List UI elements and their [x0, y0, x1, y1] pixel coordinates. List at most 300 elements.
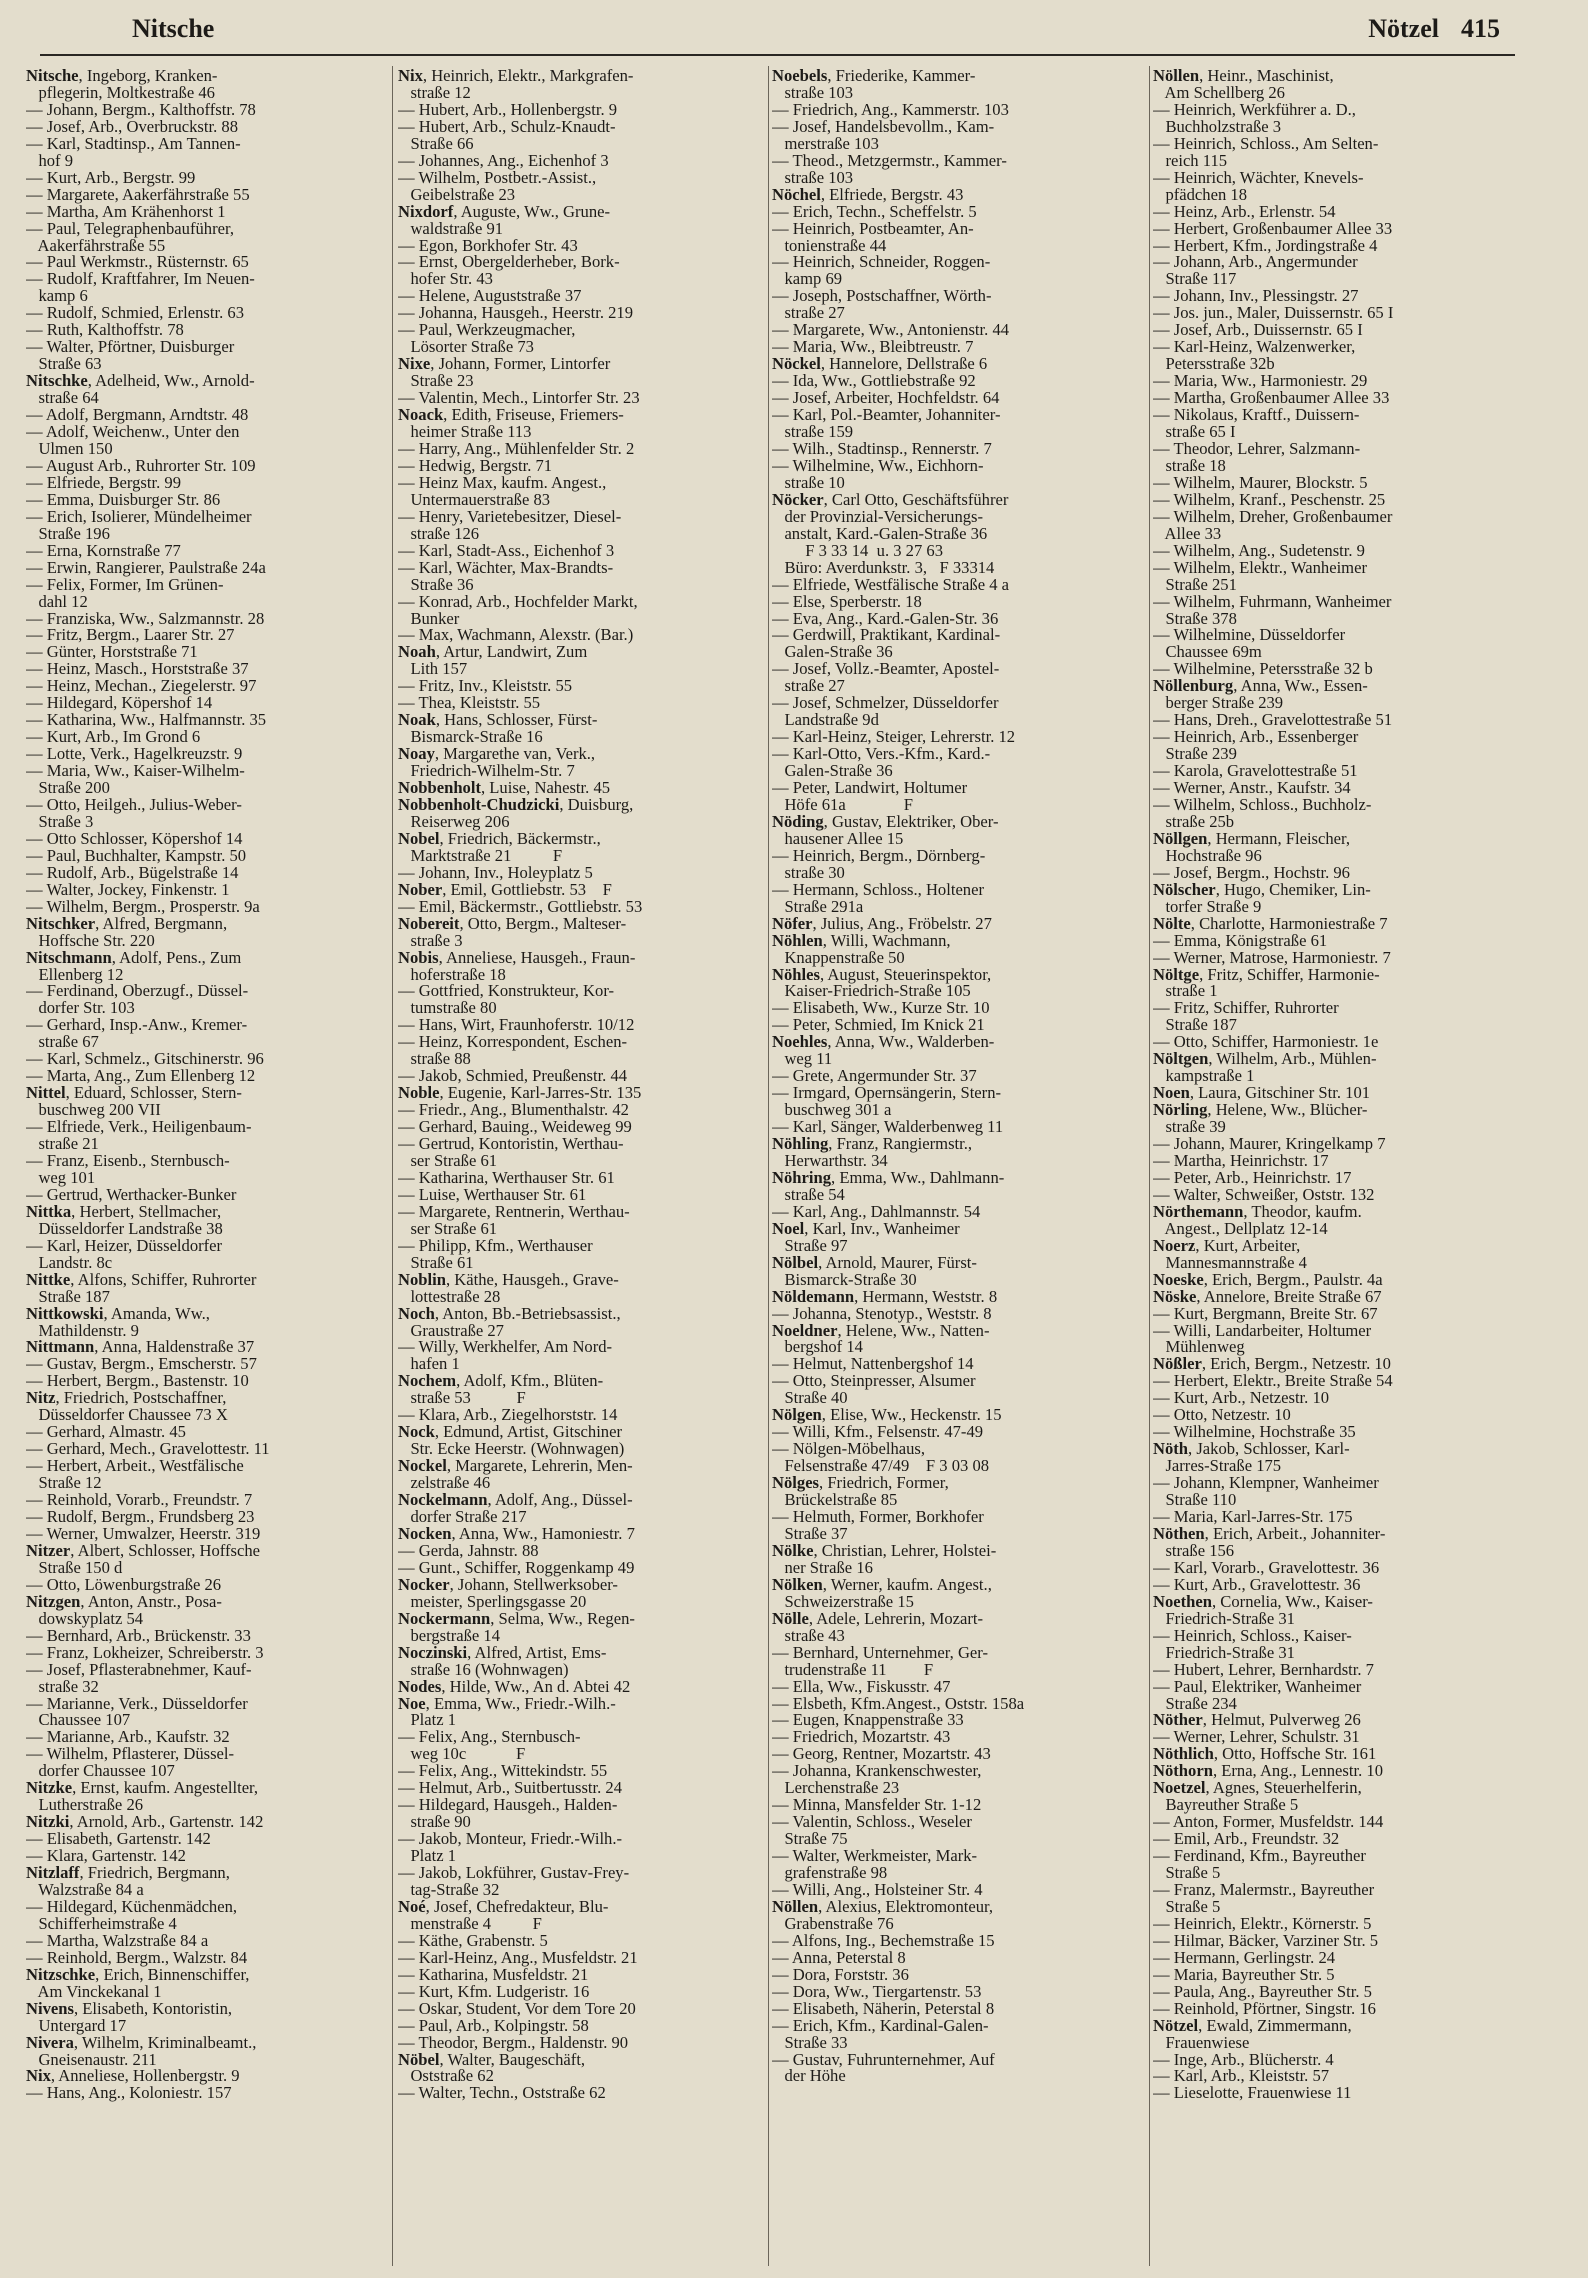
directory-line: straße 64 — [26, 388, 99, 408]
directory-line: Schifferheimstraße 4 — [26, 1913, 177, 1933]
directory-line: — Heinrich, Postbeamter, An- — [772, 218, 974, 238]
directory-line: Nöfer, Julius, Ang., Fröbelstr. 27 — [772, 913, 992, 933]
directory-line: — Heinrich, Schneider, Roggen- — [772, 252, 991, 272]
directory-line: — Gerhard, Insp.-Anw., Kremer- — [26, 1015, 248, 1035]
directory-line: dorfer Chaussee 107 — [26, 1761, 175, 1781]
directory-line: — Hubert, Lehrer, Bernhardstr. 7 — [1153, 1659, 1374, 1679]
directory-line: F 3 33 14 u. 3 27 63 — [772, 540, 944, 560]
directory-line: — Elisabeth, Ww., Kurze Str. 10 — [772, 998, 990, 1018]
directory-line: — Martha, Am Krähenhorst 1 — [26, 201, 226, 221]
directory-line: Nöckel, Hannelore, Dellstraße 6 — [772, 354, 988, 374]
directory-line: — Walter, Techn., Oststraße 62 — [398, 2083, 606, 2103]
directory-line: — Kurt, Arb., Bergstr. 99 — [26, 167, 196, 187]
directory-line: waldstraße 91 — [398, 218, 504, 238]
directory-line: straße 54 — [772, 1184, 845, 1204]
directory-line: straße 10 — [772, 472, 845, 492]
directory-line: — Johanna, Krankenschwester, — [772, 1761, 982, 1781]
directory-line: Mathildenstr. 9 — [26, 1320, 139, 1340]
directory-line: — Paul, Arb., Kolpingstr. 58 — [398, 2015, 589, 2035]
directory-line: — Gertrud, Kontoristin, Werthau- — [398, 1134, 624, 1154]
directory-line: straße 32 — [26, 1676, 99, 1696]
directory-line: — Lieselotte, Frauenwiese 11 — [1153, 2083, 1352, 2103]
directory-line: — Josef, Vollz.-Beamter, Apostel- — [772, 659, 1000, 679]
directory-line: Noebels, Friederike, Kammer- — [772, 68, 976, 85]
directory-line: — Josef, Bergm., Hochstr. 96 — [1153, 862, 1350, 882]
directory-line: — Johann, Arb., Angermunder — [1153, 252, 1358, 272]
directory-line: — Eva, Ang., Kard.-Galen-Str. 36 — [772, 608, 999, 628]
directory-line: — Heinrich, Arb., Essenberger — [1153, 727, 1359, 747]
directory-line: — Ida, Ww., Gottliebstraße 92 — [772, 371, 976, 391]
directory-line: — Egon, Borkhofer Str. 43 — [398, 235, 578, 255]
directory-line: hoferstraße 18 — [398, 964, 506, 984]
directory-line: straße 27 — [772, 676, 845, 696]
directory-line: Ellenberg 12 — [26, 964, 124, 984]
directory-line: Chaussee 69m — [1153, 642, 1262, 662]
directory-line: — Minna, Mansfelder Str. 1-12 — [772, 1795, 982, 1815]
directory-line: ser Straße 61 — [398, 1218, 498, 1238]
page-header — [0, 0, 1588, 58]
directory-line: Nöltge, Fritz, Schiffer, Harmonie- — [1153, 964, 1380, 984]
directory-line: Nöldemann, Hermann, Weststr. 8 — [772, 1286, 998, 1306]
directory-line: — Margarete, Aakerfährstraße 55 — [26, 184, 250, 204]
directory-line: Straße 187 — [26, 1286, 110, 1306]
directory-line: — Herbert, Großenbaumer Allee 33 — [1153, 218, 1393, 238]
directory-line: reich 115 — [1153, 150, 1228, 170]
directory-line: hausener Allee 15 — [772, 828, 904, 848]
directory-line: Noch, Anton, Bb.-Betriebsassist., — [398, 1303, 621, 1323]
directory-line: Büro: Averdunkstr. 3, F 33314 — [772, 557, 995, 577]
column-1 — [26, 68, 386, 2268]
directory-line: — Reinhold, Pförtner, Singstr. 16 — [1153, 1998, 1376, 2018]
directory-line: Nitzgen, Anton, Anstr., Posa- — [26, 1591, 222, 1611]
directory-line: — Jakob, Monteur, Friedr.-Wilh.- — [398, 1829, 623, 1849]
directory-line: Nitschke, Adelheid, Ww., Arnold- — [26, 371, 255, 391]
directory-line: — Herbert, Elektr., Breite Straße 54 — [1153, 1371, 1393, 1391]
directory-line: — Gerdwill, Praktikant, Kardinal- — [772, 625, 1001, 645]
directory-line: — Ruth, Kalthoffstr. 78 — [26, 320, 184, 340]
directory-line: — Ernst, Obergelderheber, Bork- — [398, 252, 620, 272]
directory-line: Mannesmannstraße 4 — [1153, 1252, 1307, 1272]
directory-line: — Karl-Heinz, Ang., Musfeldstr. 21 — [398, 1947, 638, 1967]
directory-line: Noeldner, Helene, Ww., Natten- — [772, 1320, 990, 1340]
directory-line: Nöther, Helmut, Pulverweg 26 — [1153, 1710, 1361, 1730]
directory-line: Platz 1 — [398, 1710, 457, 1730]
directory-line: — Johanna, Stenotyp., Weststr. 8 — [772, 1303, 992, 1323]
directory-line: Nochem, Adolf, Kfm., Blüten- — [398, 1371, 604, 1391]
directory-line: straße 65 I — [1153, 422, 1236, 442]
directory-line: — Werner, Matrose, Harmoniestr. 7 — [1153, 947, 1391, 967]
directory-line: Mühlenweg — [1153, 1337, 1245, 1357]
directory-line: — Adolf, Weichenw., Unter den — [26, 422, 240, 442]
directory-line: Nitzki, Arnold, Arb., Gartenstr. 142 — [26, 1812, 264, 1832]
directory-line: — Valentin, Schloss., Weseler — [772, 1812, 972, 1832]
directory-line: — Nikolaus, Kraftf., Duissern- — [1153, 405, 1360, 425]
directory-line: Hoffsche Str. 220 — [26, 930, 155, 950]
directory-line: — Harry, Ang., Mühlenfelder Str. 2 — [398, 438, 635, 458]
directory-line: — Erich, Kfm., Kardinal-Galen- — [772, 2015, 989, 2035]
directory-line: — Johann, Inv., Holeyplatz 5 — [398, 862, 593, 882]
directory-line: Lutherstraße 26 — [26, 1795, 144, 1815]
directory-line: — Martha, Großenbaumer Allee 33 — [1153, 388, 1390, 408]
directory-line: — Josef, Handelsbevollm., Kam- — [772, 116, 995, 136]
directory-line: menstraße 4 F — [398, 1913, 542, 1933]
directory-line: — Walter, Pförtner, Duisburger — [26, 337, 235, 357]
directory-line: Noethen, Cornelia, Ww., Kaiser- — [1153, 1591, 1373, 1611]
directory-line: Geibelstraße 23 — [398, 184, 516, 204]
directory-line: Galen-Straße 36 — [772, 761, 893, 781]
directory-line: — Heinz, Masch., Horststraße 37 — [26, 659, 249, 679]
directory-line: Nitz, Friedrich, Postschaffner, — [26, 1388, 227, 1408]
directory-line: Noble, Eugenie, Karl-Jarres-Str. 135 — [398, 1083, 642, 1103]
directory-line: — Otto, Schiffer, Harmoniestr. 1e — [1153, 1032, 1379, 1052]
directory-line: — Willy, Werkhelfer, Am Nord- — [398, 1337, 613, 1357]
directory-line: Nock, Edmund, Artist, Gitschiner — [398, 1422, 622, 1442]
directory-line: — Margarete, Rentnerin, Werthau- — [398, 1201, 630, 1221]
directory-line: — Walter, Jockey, Finkenstr. 1 — [26, 879, 230, 899]
directory-line: Straße 200 — [26, 778, 110, 798]
directory-line: Herwarthstr. 34 — [772, 1151, 888, 1170]
directory-line: — Willi, Ang., Holsteiner Str. 4 — [772, 1879, 983, 1899]
directory-line: trudenstraße 11 F — [772, 1659, 934, 1679]
directory-line: — Paul, Buchhalter, Kampstr. 50 — [26, 845, 247, 865]
directory-line: Straße 12 — [26, 1473, 102, 1493]
directory-line: Straße 196 — [26, 523, 110, 543]
directory-line: Noerz, Kurt, Arbeiter, — [1153, 1235, 1301, 1255]
directory-line: straße 159 — [772, 422, 854, 442]
directory-line: Noack, Edith, Friseuse, Friemers- — [398, 405, 624, 425]
directory-line: Nörling, Helene, Ww., Blücher- — [1153, 1100, 1368, 1120]
directory-line: tag-Straße 32 — [398, 1879, 500, 1899]
directory-line: — Karl, Ang., Dahlmannstr. 54 — [772, 1201, 981, 1221]
directory-line: — Max, Wachmann, Alexstr. (Bar.) — [398, 625, 634, 645]
directory-line: der Provinzial-Versicherungs- — [772, 506, 984, 526]
directory-line: dorfer Str. 103 — [26, 998, 135, 1018]
directory-line: Nittke, Alfons, Schiffer, Ruhrorter — [26, 1269, 257, 1289]
directory-line: — Gustav, Fuhrunternehmer, Auf — [772, 2049, 995, 2069]
directory-line: Ulmen 150 — [26, 438, 113, 458]
directory-line: — Anton, Former, Musfeldstr. 144 — [1153, 1812, 1384, 1832]
directory-line: — Otto, Löwenburgstraße 26 — [26, 1574, 222, 1594]
directory-line: — Hans, Ang., Koloniestr. 157 — [26, 2083, 232, 2103]
directory-line: Nitzke, Ernst, kaufm. Angestellter, — [26, 1778, 259, 1798]
directory-line: weg 10c F — [398, 1744, 526, 1764]
directory-line: — Kurt, Arb., Im Grond 6 — [26, 727, 201, 747]
directory-line: berger Straße 239 — [1153, 693, 1284, 713]
directory-line: — Karl, Wächter, Max-Brandts- — [398, 557, 614, 577]
directory-line: straße 21 — [26, 1134, 99, 1154]
directory-line: Straße 291a — [772, 896, 864, 916]
directory-line: — Georg, Rentner, Mozartstr. 43 — [772, 1744, 991, 1764]
directory-line: Nöbel, Walter, Baugeschäft, — [398, 2049, 586, 2069]
directory-line: Straße 40 — [772, 1388, 848, 1408]
directory-line: — Inge, Arb., Blücherstr. 4 — [1153, 2049, 1334, 2069]
directory-line: Nittkowski, Amanda, Ww., — [26, 1303, 210, 1323]
directory-line: straße 90 — [398, 1812, 471, 1832]
directory-line: — Karl, Heizer, Düsseldorfer — [26, 1235, 223, 1255]
directory-line: — Ferdinand, Kfm., Bayreuther — [1153, 1846, 1366, 1866]
directory-line: Nitzlaff, Friedrich, Bergmann, — [26, 1863, 230, 1883]
directory-line: Gneisenaustr. 211 — [26, 2049, 157, 2069]
directory-line: — Dora, Ww., Tiergartenstr. 53 — [772, 1981, 982, 2001]
directory-line: — Heinrich, Elektr., Körnerstr. 5 — [1153, 1913, 1372, 1933]
header-last-entry — [1368, 14, 1500, 44]
directory-line: — Paul, Elektriker, Wanheimer — [1153, 1676, 1362, 1696]
directory-line: Nobel, Friedrich, Bäckermstr., — [398, 828, 601, 848]
directory-line: straße 103 — [772, 167, 854, 187]
directory-line: Nöllen, Heinr., Maschinist, — [1153, 68, 1334, 85]
directory-line: Straße 97 — [772, 1235, 848, 1255]
directory-line: Nöhring, Emma, Ww., Dahlmann- — [772, 1167, 1005, 1187]
directory-line: Oststraße 62 — [398, 2066, 494, 2086]
directory-line: — Karl, Stadtinsp., Am Tannen- — [26, 133, 241, 153]
directory-line: — Kurt, Bergmann, Breite Str. 67 — [1153, 1303, 1378, 1323]
directory-line: straße 3 — [398, 930, 463, 950]
directory-line: — Fritz, Inv., Kleiststr. 55 — [398, 676, 573, 696]
directory-line: — Rudolf, Bergm., Frundsberg 23 — [26, 1507, 255, 1527]
directory-line: Friedrich-Wilhelm-Str. 7 — [398, 761, 575, 781]
directory-line: — Theodor, Bergm., Haldenstr. 90 — [398, 2032, 629, 2052]
directory-line: — Wilhelmine, Petersstraße 32 b — [1153, 659, 1373, 679]
directory-line: weg 11 — [772, 1049, 833, 1069]
directory-line: Marktstraße 21 F — [398, 845, 563, 865]
directory-line: straße 25b — [1153, 811, 1235, 831]
directory-line: Noczinski, Alfred, Artist, Ems- — [398, 1642, 607, 1662]
directory-line: — Gerda, Jahnstr. 88 — [398, 1540, 539, 1560]
directory-line: lottestraße 28 — [398, 1286, 501, 1306]
directory-line: heimer Straße 113 — [398, 422, 532, 442]
directory-line: Straße 36 — [398, 574, 474, 594]
directory-line: — Fritz, Schiffer, Ruhrorter — [1153, 998, 1339, 1018]
directory-line: — Jakob, Lokführer, Gustav-Frey- — [398, 1863, 630, 1883]
directory-line: — Günter, Horststraße 71 — [26, 642, 198, 662]
directory-line: Nobbenholt, Luise, Nahestr. 45 — [398, 778, 611, 798]
directory-line: Straße 5 — [1153, 1896, 1221, 1916]
directory-line: Straße 378 — [1153, 608, 1237, 628]
directory-line: Aakerfährstraße 55 — [26, 235, 166, 255]
directory-line: Landstraße 9d — [772, 710, 879, 730]
directory-line: — Karola, Gravelottestraße 51 — [1153, 761, 1358, 781]
directory-line: hafen 1 — [398, 1354, 460, 1374]
directory-line: Angest., Dellplatz 12-14 — [1153, 1218, 1328, 1238]
directory-line: Straße 3 — [26, 811, 94, 831]
directory-line: — Heinrich, Wächter, Knevels- — [1153, 167, 1364, 187]
directory-line: — Marta, Ang., Zum Ellenberg 12 — [26, 1066, 256, 1086]
directory-line: — Gustav, Bergm., Emscherstr. 57 — [26, 1354, 257, 1374]
directory-line: Nocken, Anna, Ww., Hamoniestr. 7 — [398, 1523, 635, 1543]
directory-line: — Josef, Arb., Overbruckstr. 88 — [26, 116, 238, 136]
directory-line: torfer Straße 9 — [1153, 896, 1262, 916]
directory-line: grafenstraße 98 — [772, 1863, 888, 1883]
directory-line: — Philipp, Kfm., Werthauser — [398, 1235, 593, 1255]
column-divider — [392, 66, 393, 2266]
directory-line: Nöltgen, Wilhelm, Arb., Mühlen- — [1153, 1049, 1377, 1069]
directory-line: — Heinz, Arb., Erlenstr. 54 — [1153, 201, 1336, 221]
directory-line: — Johannes, Ang., Eichenhof 3 — [398, 150, 609, 170]
directory-line: Grabenstraße 76 — [772, 1913, 894, 1933]
directory-line: — Karl, Arb., Kleiststr. 57 — [1153, 2066, 1330, 2086]
directory-line: — Hermann, Schloss., Holtener — [772, 879, 984, 899]
directory-line: bergstraße 14 — [398, 1625, 500, 1645]
directory-line: — Ferdinand, Oberzugf., Düssel- — [26, 981, 249, 1001]
directory-line: straße 16 (Wohnwagen) — [398, 1659, 569, 1679]
directory-line: — Peter, Arb., Heinrichstr. 17 — [1153, 1167, 1352, 1187]
directory-line: kamp 6 — [26, 286, 88, 306]
directory-line: — Heinrich, Schloss., Am Selten- — [1153, 133, 1379, 153]
column-divider — [768, 66, 769, 2266]
directory-line: Petersstraße 32b — [1153, 354, 1275, 374]
directory-line: Nober, Emil, Gottliebstr. 53 F — [398, 879, 612, 899]
directory-line: — Bernhard, Arb., Brückenstr. 33 — [26, 1625, 251, 1645]
directory-line: merstraße 103 — [772, 133, 879, 153]
directory-line: hof 9 — [26, 150, 74, 170]
directory-line: — Gunt., Schiffer, Roggenkamp 49 — [398, 1557, 635, 1577]
directory-line: — Hermann, Gerlingstr. 24 — [1153, 1947, 1336, 1967]
directory-line: — Paul, Werkzeugmacher, — [398, 320, 576, 340]
directory-line: — Franz, Malermstr., Bayreuther — [1153, 1879, 1375, 1899]
directory-line: Chaussee 107 — [26, 1710, 131, 1730]
directory-line: — Peter, Schmied, Im Knick 21 — [772, 1015, 985, 1035]
directory-line: Nößler, Erich, Bergm., Netzestr. 10 — [1153, 1354, 1391, 1374]
directory-line: — Katharina, Musfeldstr. 21 — [398, 1964, 589, 1984]
directory-line: — Heinrich, Schloss., Kaiser- — [1153, 1625, 1352, 1645]
directory-line: — Maria, Ww., Bleibtreustr. 7 — [772, 337, 974, 357]
directory-line: Noe, Emma, Ww., Friedr.-Wilh.- — [398, 1693, 616, 1713]
directory-line: Nörthemann, Theodor, kaufm. — [1153, 1201, 1362, 1221]
directory-line: — Herbert, Bergm., Bastenstr. 10 — [26, 1371, 249, 1391]
directory-line: — Heinz, Korrespondent, Eschen- — [398, 1032, 628, 1052]
directory-line: — Katharina, Werthauser Str. 61 — [398, 1167, 615, 1187]
directory-line: Nölbel, Arnold, Maurer, Fürst- — [772, 1252, 977, 1272]
directory-line: der Höhe — [772, 2066, 846, 2086]
directory-line: Nixdorf, Auguste, Ww., Grune- — [398, 201, 611, 221]
directory-line: Knappenstraße 50 — [772, 947, 905, 967]
directory-line: straße 43 — [772, 1625, 845, 1645]
directory-line: — Friedrich, Ang., Kammerstr. 103 — [772, 99, 1009, 119]
directory-line: Nöthorn, Erna, Ang., Lennestr. 10 — [1153, 1761, 1383, 1781]
directory-line: — Hans, Dreh., Gravelottestraße 51 — [1153, 710, 1393, 730]
directory-line: straße 18 — [1153, 455, 1226, 475]
directory-line: dowskyplatz 54 — [26, 1608, 144, 1628]
directory-line: Str. Ecke Heerstr. (Wohnwagen) — [398, 1439, 625, 1459]
directory-line: — Eugen, Knappenstraße 33 — [772, 1710, 964, 1730]
directory-line: — Herbert, Kfm., Jordingstraße 4 — [1153, 235, 1378, 255]
directory-line: — Helene, Auguststraße 37 — [398, 286, 582, 306]
directory-line: Nöth, Jakob, Schlosser, Karl- — [1153, 1439, 1350, 1459]
directory-line: Nitschmann, Adolf, Pens., Zum — [26, 947, 242, 967]
directory-line: — Werner, Umwalzer, Heerstr. 319 — [26, 1523, 261, 1543]
directory-line: — Käthe, Grabenstr. 5 — [398, 1930, 548, 1950]
directory-line: anstalt, Kard.-Galen-Straße 36 — [772, 523, 988, 543]
directory-line: — Friedr., Ang., Blumenthalstr. 42 — [398, 1100, 629, 1120]
directory-line: — Otto, Heilgeh., Julius-Weber- — [26, 794, 242, 814]
directory-line: Noblin, Käthe, Hausgeh., Grave- — [398, 1269, 619, 1289]
directory-line: Straße 150 d — [26, 1557, 123, 1577]
directory-line: Bismarck-Straße 30 — [772, 1269, 917, 1289]
directory-line: — Alfons, Ing., Bechemstraße 15 — [772, 1930, 995, 1950]
directory-line: Noehles, Anna, Ww., Walderben- — [772, 1032, 995, 1052]
directory-line: — Felix, Former, Im Grünen- — [26, 574, 224, 594]
directory-line: pfädchen 18 — [1153, 184, 1247, 204]
header-last-name: Nötzel — [1368, 14, 1439, 43]
directory-line: — Josef, Arbeiter, Hochfeldstr. 64 — [772, 388, 1000, 408]
directory-line: — Emma, Duisburger Str. 86 — [26, 489, 221, 509]
directory-line: — Gertrud, Werthacker-Bunker — [26, 1184, 237, 1204]
directory-line: — Johann, Klempner, Wanheimer — [1153, 1473, 1379, 1493]
directory-line: Straße 239 — [1153, 744, 1237, 764]
directory-line: Untermauerstraße 83 — [398, 489, 551, 509]
directory-line: Nöhlen, Willi, Wachmann, — [772, 930, 951, 950]
directory-line: — Walter, Schweißer, Oststr. 132 — [1153, 1184, 1375, 1204]
directory-line: — Helmuth, Former, Borkhofer — [772, 1507, 984, 1527]
directory-line: — Luise, Werthauser Str. 61 — [398, 1184, 587, 1204]
directory-line: — Erna, Kornstraße 77 — [26, 540, 181, 560]
directory-line: — Marianne, Arb., Kaufstr. 32 — [26, 1727, 230, 1747]
directory-line: ner Straße 16 — [772, 1557, 873, 1577]
directory-line: Nöchel, Elfriede, Bergstr. 43 — [772, 184, 964, 204]
directory-line: straße 27 — [772, 303, 845, 323]
directory-line: Nittel, Eduard, Schlosser, Stern- — [26, 1083, 242, 1103]
directory-line: — Karl, Pol.-Beamter, Johanniter- — [772, 405, 1001, 425]
directory-line: Brückelstraße 85 — [772, 1490, 898, 1510]
directory-line: — Heinrich, Werkführer a. D., — [1153, 99, 1356, 119]
directory-line: straße 67 — [26, 1032, 99, 1052]
directory-line: Noay, Margarethe van, Verk., — [398, 744, 596, 764]
directory-line: — Rudolf, Kraftfahrer, Im Neuen- — [26, 269, 255, 289]
directory-line: — Peter, Landwirt, Holtumer — [772, 778, 968, 798]
directory-line: Noen, Laura, Gitschiner Str. 101 — [1153, 1083, 1371, 1103]
directory-line: ser Straße 61 — [398, 1151, 498, 1170]
directory-line: straße 126 — [398, 523, 480, 543]
directory-line: straße 1 — [1153, 981, 1218, 1001]
directory-line: — Werner, Lehrer, Schulstr. 31 — [1153, 1727, 1360, 1747]
directory-line: — Otto, Steinpresser, Alsumer — [772, 1371, 976, 1391]
directory-line: Nölken, Werner, kaufm. Angest., — [772, 1574, 992, 1594]
directory-line: — Reinhold, Vorarb., Freundstr. 7 — [26, 1490, 253, 1510]
directory-line: — Werner, Anstr., Kaufstr. 34 — [1153, 778, 1351, 798]
directory-line: — Wilhelmine, Ww., Eichhorn- — [772, 455, 984, 475]
directory-line: Straße 33 — [772, 2032, 848, 2052]
directory-line: — Katharina, Ww., Halfmannstr. 35 — [26, 710, 267, 730]
directory-line: — Jos. jun., Maler, Duissernstr. 65 I — [1153, 303, 1394, 323]
directory-line: Nix, Heinrich, Elektr., Markgrafen- — [398, 68, 634, 85]
directory-line: — Konrad, Arb., Hochfelder Markt, — [398, 591, 638, 611]
directory-line: Am Vinckekanal 1 — [26, 1981, 162, 2001]
directory-line: Straße 61 — [398, 1252, 474, 1272]
directory-line: — Maria, Ww., Harmoniestr. 29 — [1153, 371, 1368, 391]
directory-line: — Reinhold, Bergm., Walzstr. 84 — [26, 1947, 248, 1967]
directory-line: Nitzschke, Erich, Binnenschiffer, — [26, 1964, 250, 1984]
directory-line: — Franziska, Ww., Salzmannstr. 28 — [26, 608, 265, 628]
directory-line: — Wilhelm, Postbetr.-Assist., — [398, 167, 597, 187]
directory-line: — Hildegard, Köpershof 14 — [26, 693, 213, 713]
directory-line: — Nölgen-Möbelhaus, — [772, 1439, 926, 1459]
directory-line: — Walter, Werkmeister, Mark- — [772, 1846, 978, 1866]
directory-line: straße 103 — [772, 82, 854, 102]
directory-line: — Hildegard, Küchenmädchen, — [26, 1896, 238, 1916]
directory-line: — Kurt, Kfm. Ludgeristr. 16 — [398, 1981, 590, 2001]
directory-line: — Thea, Kleiststr. 55 — [398, 693, 541, 713]
directory-line: — Heinz, Mechan., Ziegelerstr. 97 — [26, 676, 257, 696]
directory-line: Jarres-Straße 175 — [1153, 1456, 1282, 1476]
directory-line: — Elfriede, Westfälische Straße 4 a — [772, 574, 1010, 594]
directory-line: Nitschker, Alfred, Bergmann, — [26, 913, 228, 933]
directory-line: buschweg 200 VII — [26, 1100, 161, 1120]
directory-line: — Paul, Telegraphenbauführer, — [26, 218, 234, 238]
directory-line: Buchholzstraße 3 — [1153, 116, 1282, 136]
directory-line: — Hedwig, Bergstr. 71 — [398, 455, 553, 475]
directory-line: Am Schellberg 26 — [1153, 82, 1285, 102]
directory-line: — Heinrich, Bergm., Dörnberg- — [772, 845, 986, 865]
